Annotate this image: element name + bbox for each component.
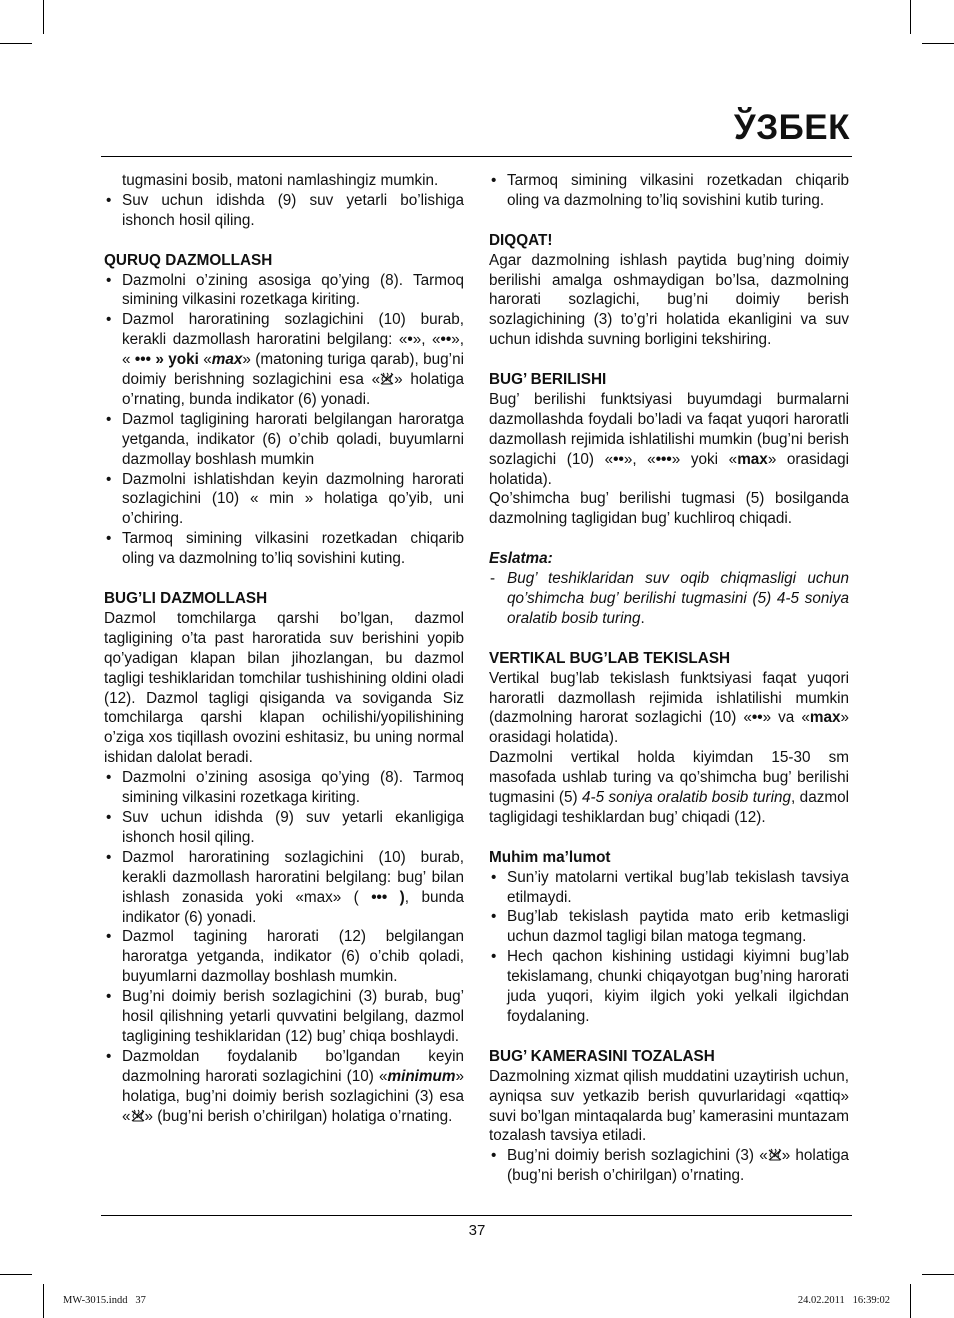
- list-item: • Dazmol haroratining sozlagichini (10) burab, kerakli dazmollash haroratini belgilang: «•», «••», « ••• » yoki «max» (matoning turiga qarab), bug’ni doimiy berishning sozlagichini esa « » holatiga o’rnating, bunda indikator (6) yonadi.: [104, 310, 464, 410]
- slug-date: 24.02.2011 16:39:02: [797, 1295, 890, 1306]
- list-item: • Dazmol tagining harorati (12) belgilangan haroratga yetganda, indikator (6) o’chib qoladi, buyumlarni dazmollay boshlash mumkin.: [104, 927, 464, 987]
- crop-mark: [922, 43, 954, 44]
- steam-ironing-list: [104, 768, 464, 1126]
- list-item: • Dazmoldan foydalanib bo’lgandan keyin dazmolning harorati sozlagichini (10) «minimum» holatiga, bug’ni doimiy berish sozlagichini (3) esa « » (bug’ni berish o’chirilgan) holatiga o’rnating.: [104, 1047, 464, 1127]
- crop-mark: [0, 43, 32, 44]
- cleaning-list: [489, 1146, 849, 1186]
- section-title-note: Eslatma:: [489, 550, 553, 568]
- list-item: • Dazmol tagligining harorati belgilangan haroratga yetganda, indikator (6) o’chib qoladi, buyumlarni dazmollay boshlash mumkin: [104, 410, 464, 470]
- list-item: • Bug’ni doimiy berish sozlagichini (3) burab, bug’ hosil qilishning yetarli quvvatini belgilang, dazmol tagligining teshiklaridan (12) bug’ chiqa boshlaydi.: [104, 987, 464, 1047]
- note-list: [489, 569, 849, 629]
- paragraph: Dazmol tomchilarga qarshi bo’lgan, dazmol tagligining o’ta past haroratida suv berishini yopib qo’yadigan klapan bilan jihozlangan, bu dazmol tagligi teshiklaridan tomchilar tushishining oldini oladi (12). Dazmol tagligi qisiganda va soviganda Siz tomchilarga qarshi klapan ochilishi/yopilishining o’ziga xos tiqillash ovozini eshitasiz, bu uning normal ishidan dalolat beradi.: [104, 609, 464, 767]
- section-title-steam-chamber-cleaning: BUG’ KAMERASINI TOZALASH: [489, 1047, 715, 1065]
- list-item: • Dazmol haroratining sozlagichini (10) burab, kerakli dazmollash haroratini belgilang: bug’ bilan ishlash zonasida yoki «max» ( ••• ), bunda indikator (6) yonadi.: [104, 848, 464, 928]
- list-item: • Tarmoq simining vilkasini rozetkadan chiqarib oling va dazmolning to’liq sovishini kuting.: [104, 529, 464, 569]
- list-item: • Suv uchun idishda (9) suv yetarli ekanligiga ishonch hosil qiling.: [104, 808, 464, 848]
- important-info-list: [489, 868, 849, 1027]
- paragraph: Vertikal bug’lab tekislash funktsiyasi faqat yuqori haroratli dazmollash rejimida ishlatilishi mumkin (dazmolning harorat sozlagichi (10) «••» va «max» orasidagi holatida).: [489, 669, 849, 747]
- list-item: • Hech qachon kishining ustidagi kiyimni bug’lab tekislamang, chunki chiqayotgan bug’ning harorati juda yuqori, kiyim ilgich yoki yelkali ilgichdan foydalaning.: [489, 947, 849, 1027]
- intro-continuation: tugmasini bosib, matoni namlashingiz mumkin.: [122, 172, 439, 189]
- steam-off-icon: [380, 372, 394, 386]
- paragraph: Dazmolni vertikal holda kiyimdan 15-30 sm masofada ushlab turing va qo’shimcha bug’ berilishi tugmasini (5) 4-5 soniya oralatib bosib turing, dazmol tagligidagi teshiklardan bug’ chiqadi (12).: [489, 749, 849, 826]
- section-title-important-info: Muhim ma’lumot: [489, 848, 611, 866]
- list-item: • Tarmoq simining vilkasini rozetkadan chiqarib oling va dazmolning to’liq sovishini kutib turing.: [489, 171, 849, 211]
- paragraph: Agar dazmolning ishlash paytida bug’ning doimiy berilishi amalga oshmaydigan bo’lsa, dazmolning harorati sozlagichi, bug’ni doimiy berish sozlagichining (3) to’g’ri holatida ekanligini va suv uchun idishda suvning borligini tekshiring.: [489, 251, 849, 349]
- list-item: • Bug’ni doimiy berish sozlagichini (3) « » holatiga (bug’ni berish o’chirilgan) o’rnating.: [489, 1146, 849, 1186]
- left-column: [104, 171, 464, 1126]
- footer-rule: [101, 1215, 852, 1216]
- crop-mark: [910, 0, 911, 34]
- section-title-steam-burst: BUG’ BERILISHI: [489, 371, 607, 389]
- list-item: • Bug’lab tekislash paytida mato erib ketmasligi uchun dazmol tagligi bilan matoga tegmang.: [489, 907, 849, 947]
- crop-mark: [43, 1284, 44, 1318]
- intro-list: [104, 191, 464, 231]
- list-item: • Dazmolni o’zining asosiga qo’ying (8). Tarmoq simining vilkasini rozetkaga kiriting.: [104, 271, 464, 311]
- paragraph: Qo’shimcha bug’ berilishi tugmasi (5) bosilganda dazmolning tagligidan bug’ kuchliroq chiqadi.: [489, 490, 849, 528]
- list-item: • Dazmolni ishlatishdan keyin dazmolning harorati sozlagichini (10) « min » holatiga qo’yib, uni o’chiring.: [104, 470, 464, 530]
- header-rule: [101, 156, 852, 157]
- crop-mark: [922, 1274, 954, 1275]
- section-title-dry-ironing: QURUQ DAZMOLLASH: [104, 251, 273, 269]
- steam-off-icon: [131, 1109, 145, 1123]
- crop-mark: [0, 1274, 32, 1275]
- section-title-vertical-steam: VERTIKAL BUG’LAB TEKISLASH: [489, 649, 731, 667]
- section-title-attention: DIQQAT!: [489, 231, 553, 249]
- page-number: 37: [468, 1222, 486, 1239]
- slug-file: MW-3015.indd 37: [63, 1295, 146, 1306]
- paragraph: Bug’ berilishi funktsiyasi buyumdagi burmalarni dazmollashda foydali bo’ladi va faqat yuqori haroratli dazmollash rejimida ishlatilishi mumkin (bug’ni berish sozlagichi (10) «••», «•••» yoki «max» orasidagi holatida).: [489, 390, 849, 488]
- unplug-list: [489, 171, 849, 211]
- section-title-steam-ironing: BUG’LI DAZMOLLASH: [104, 590, 268, 607]
- list-item: - Bug’ teshiklaridan suv oqib chiqmasligi uchun qo’shimcha bug’ berilishi tugmasini (5) 4-5 soniya oralatib bosib turing.: [489, 569, 849, 629]
- steam-off-icon: [768, 1148, 782, 1162]
- list-item: • Dazmolni o’zining asosiga qo’ying (8). Tarmoq simining vilkasini rozetkaga kiriting.: [104, 768, 464, 808]
- crop-mark: [910, 1284, 911, 1318]
- paragraph: Dazmolning xizmat qilish muddatini uzaytirish uchun, ayniqsa suv yetkazib berish quvurlaridagi «qattiq» suvi bo’lgan mintaqalarda bug’ kamerasini muntazam tozalash tavsiya etiladi.: [489, 1067, 849, 1145]
- dry-ironing-list: [104, 271, 464, 570]
- page-title: ЎЗБЕК: [733, 108, 850, 147]
- crop-mark: [43, 0, 44, 34]
- list-item: • Sun’iy matolarni vertikal bug’lab tekislash tavsiya etilmaydi.: [489, 868, 849, 908]
- right-column: [489, 171, 849, 1186]
- list-item: • Suv uchun idishda (9) suv yetarli bo’lishiga ishonch hosil qiling.: [104, 191, 464, 231]
